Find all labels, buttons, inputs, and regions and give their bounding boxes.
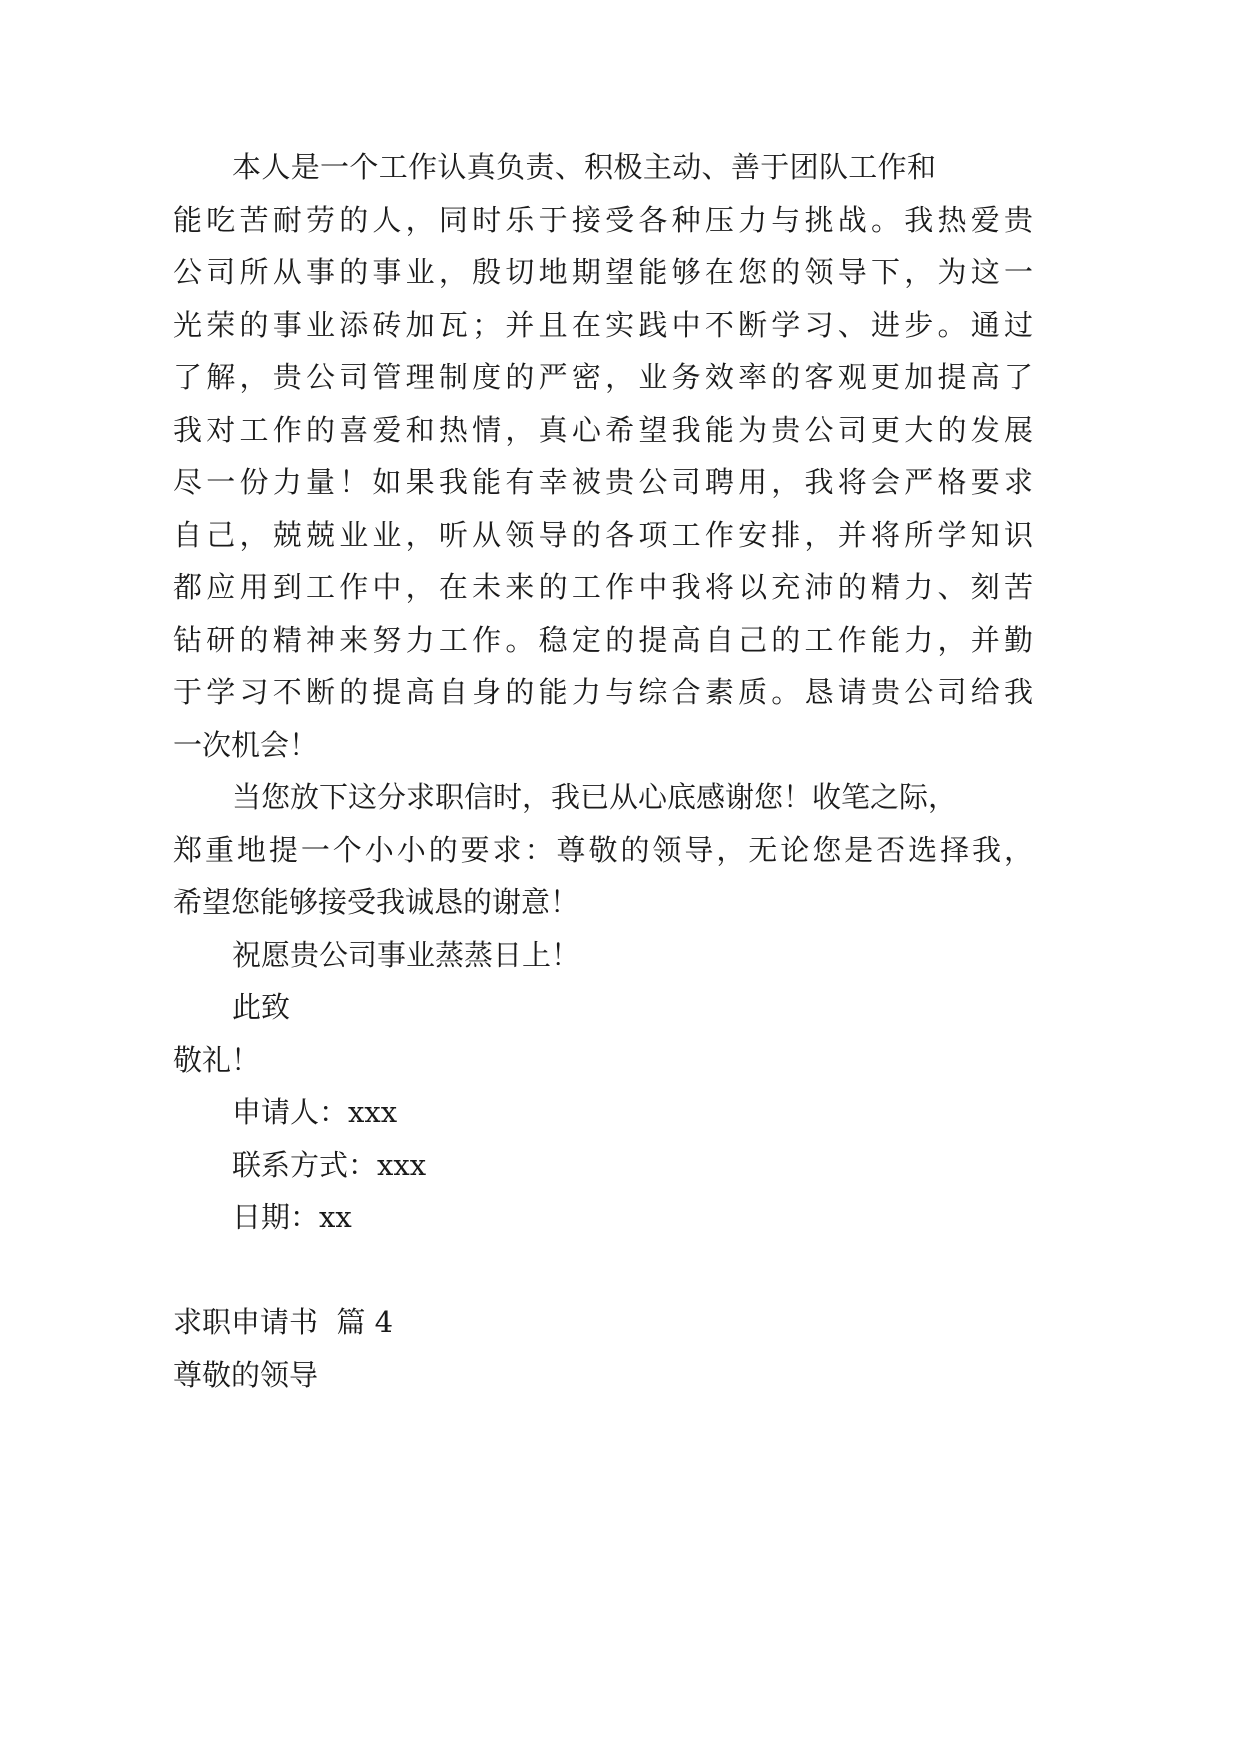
p1-line-3: 公司所从事的事业，殷切地期望能够在您的领导下，为这一 <box>173 255 1033 289</box>
p1-line-7: 尽一份力量！如果我能有幸被贵公司聘用，我将会严格要求 <box>173 465 1033 499</box>
p1-line-12: 一次机会！ <box>173 728 319 762</box>
p2-line-1: 当您放下这分求职信时，我已从心底感谢您！收笔之际， <box>232 780 958 814</box>
p1-line-4: 光荣的事业添砖加瓦；并且在实践中不断学习、进步。通过 <box>173 308 1033 342</box>
p1-line-11: 于学习不断的提高自身的能力与综合素质。恳请贵公司给我 <box>173 675 1033 709</box>
p1-line-9: 都应用到工作中，在未来的工作中我将以充沛的精力、刻苦 <box>173 570 1033 604</box>
p1-line-10: 钻研的精神来努力工作。稳定的提高自己的工作能力，并勤 <box>173 623 1033 657</box>
p2-line-3: 希望您能够接受我诚恳的谢意！ <box>173 885 580 919</box>
closing-cizhi: 此致 <box>232 990 291 1024</box>
p1-line-6: 我对工作的喜爱和热情，真心希望我能为贵公司更大的发展 <box>173 413 1033 447</box>
signature-applicant: 申请人：xxx <box>232 1095 398 1129</box>
salutation: 尊敬的领导 <box>173 1358 319 1392</box>
signature-date: 日期：xx <box>232 1200 352 1234</box>
p2-line-2: 郑重地提一个小小的要求：尊敬的领导，无论您是否选择我， <box>173 833 1033 867</box>
closing-wish: 祝愿贵公司事业蒸蒸日上！ <box>232 938 581 972</box>
p1-line-8: 自己，兢兢业业，听从领导的各项工作安排，并将所学知识 <box>173 518 1033 552</box>
p1-line-1: 本人是一个工作认真负责、积极主动、善于团队工作和 <box>232 150 936 184</box>
signature-contact: 联系方式：xxx <box>232 1148 427 1182</box>
p1-line-2: 能吃苦耐劳的人，同时乐于接受各种压力与挑战。我热爱贵 <box>173 203 1033 237</box>
p1-line-5: 了解，贵公司管理制度的严密，业务效率的客观更加提高了 <box>173 360 1033 394</box>
closing-jingli: 敬礼！ <box>173 1043 261 1077</box>
section-title: 求职申请书 篇 4 <box>173 1305 394 1339</box>
